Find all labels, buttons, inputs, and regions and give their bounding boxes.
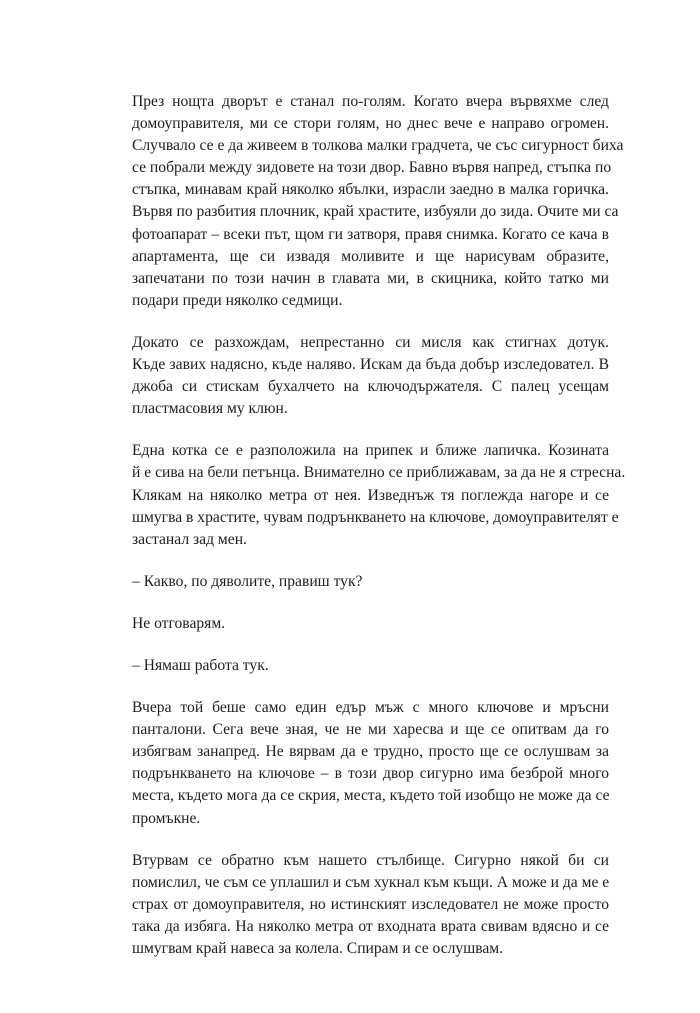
text-line: Втурвам се обратно към нашето стълбище. Сигурно някой би си: [132, 851, 609, 869]
text-line: застанал зад мен.: [132, 530, 247, 548]
text-line: Клякам на няколко метра от нея. Изведнъж тя поглежда нагоре и се: [132, 486, 609, 504]
text-line: апартамента, ще си извадя моливите и ще нарисувам образите,: [132, 247, 609, 265]
text-line: джоба си стискам бухалчето на ключодържателя. С палец усещам: [132, 378, 609, 396]
text-line: – Нямаш работа тук.: [132, 656, 269, 674]
text-line: Вървя по разбития плочник, край храстите, избуяли до зида. Очите ми са: [132, 203, 619, 221]
paragraph: [99, 332, 609, 420]
text-line: промъкне.: [132, 809, 201, 827]
text-line: се побрали между зидовете на този двор. Бавно вървя напред, стъпка по: [132, 159, 612, 177]
text-line: подари преди няколко седмици.: [132, 291, 343, 309]
text-line: домоуправителя, ми се стори голям, но днес вече е направо огромен.: [132, 115, 609, 133]
text-line: Вчера той беше само един едър мъж с много ключове и мръсни: [132, 699, 609, 717]
text-line: Не отговарям.: [132, 614, 226, 632]
text-line: шмугва в храстите, чувам подрънкването на ключове, домоуправителят е: [132, 508, 619, 526]
text-line: стъпка, минавам край няколко ябълки, израсли заедно в малка горичка.: [132, 181, 609, 199]
paragraph: [99, 440, 626, 550]
paragraph: [99, 655, 609, 677]
text-line: помислил, че съм се уплашил и съм хукнал към къщи. А може и да ме е: [132, 873, 610, 891]
paragraph: [99, 571, 609, 593]
text-line: – Какво, по дяволите, правиш тук?: [132, 572, 363, 590]
text-line: Къде завих надясно, къде наляво. Искам да бъда добър изследовател. В: [132, 356, 609, 374]
paragraph: [99, 850, 609, 960]
text-line: запечатани по този начин в главата ми, в скицника, който татко ми: [132, 269, 609, 287]
text-line: Една котка се е разположила на припек и ближе лапичка. Козината: [132, 442, 609, 460]
text-line: страх от домоуправителя, но истинският изследовател не може просто: [132, 895, 609, 913]
text-line: Случвало се е да живеем в толкова малки градчета, че със сигурност биха: [132, 137, 624, 155]
text-line: й е сива на бели петънца. Внимателно се приближавам, за да не я стресна.: [132, 464, 626, 482]
text-line: места, където мога да се скрия, места, където той изобщо не може да се: [132, 787, 610, 805]
paragraph: [99, 697, 609, 830]
text-line: пластмасовия му клюн.: [132, 400, 288, 418]
text-line: Докато се разхождам, непрестанно си мисля как стигнах дотук.: [132, 333, 609, 351]
paragraph: [99, 613, 609, 635]
text-line: избягвам занапред. Не вярвам да е трудно, просто ще се ослушвам за: [132, 743, 609, 761]
text-line: така да избяга. На няколко метра от входната врата свивам вдясно и се: [132, 917, 609, 935]
paragraph: [99, 91, 624, 312]
text-line: шмугвам край навеса за колела. Спирам и се ослушвам.: [132, 940, 504, 957]
text-line: През нощта дворът е станал по-голям. Когато вчера вървяхме след: [132, 93, 609, 110]
text-line: фотоапарат – всеки път, щом ги затворя, правя снимка. Когато се кача в: [132, 225, 609, 243]
text-line: панталони. Сега вече зная, че не ми харесва и ще се опитвам да го: [132, 721, 609, 739]
text-line: подрънкването на ключове – в този двор сигурно има безброй много: [132, 765, 609, 783]
document-body: [99, 91, 626, 980]
